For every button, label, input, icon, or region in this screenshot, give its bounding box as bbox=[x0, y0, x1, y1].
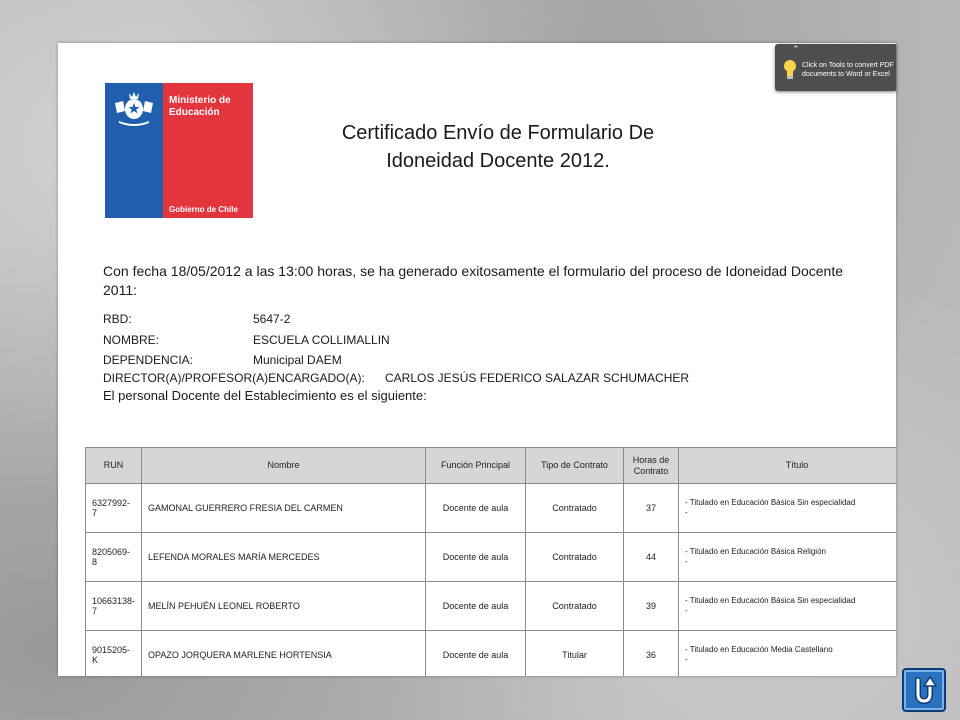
table-row bbox=[86, 533, 897, 582]
nombre-row bbox=[58, 333, 390, 347]
director-row bbox=[58, 371, 689, 385]
staff-heading: El personal Docente del Establecimiento es el siguiente: bbox=[103, 388, 427, 403]
title-line-2: Idoneidad Docente 2012. bbox=[386, 150, 610, 172]
coat-of-arms-icon bbox=[111, 89, 157, 127]
notification-line-2: documents to Word or Excel bbox=[802, 71, 890, 78]
cell-run: 9015205-K bbox=[86, 631, 142, 677]
director-label: DIRECTOR(A)/PROFESOR(A)ENCARGADO(A): bbox=[103, 371, 365, 385]
cell-tipo-contrato: Contratado bbox=[526, 582, 624, 631]
col-header-horas: Horas de Contrato bbox=[624, 448, 679, 484]
notification-line-1: Click on Tools to convert PDF bbox=[802, 62, 894, 69]
table-row bbox=[86, 582, 897, 631]
cell-titulo: - Titulado en Educación Básica Sin especialidad - bbox=[679, 582, 897, 631]
pdf-convert-notification[interactable] bbox=[775, 44, 896, 91]
lightbulb-icon bbox=[783, 59, 797, 81]
ministry-name: Ministerio de Educación bbox=[169, 95, 231, 118]
nombre-value: ESCUELA COLLIMALLIN bbox=[253, 333, 390, 347]
cell-funcion: Docente de aula bbox=[426, 533, 526, 582]
document-title bbox=[298, 119, 698, 175]
cell-horas: 39 bbox=[624, 582, 679, 631]
rbd-value: 5647-2 bbox=[253, 312, 291, 326]
ministry-logo bbox=[105, 83, 253, 218]
cell-horas: 37 bbox=[624, 484, 679, 533]
rbd-label: RBD: bbox=[103, 312, 132, 326]
cell-horas: 36 bbox=[624, 631, 679, 677]
cell-titulo: - Titulado en Educación Media Castellano - bbox=[679, 631, 897, 677]
cell-run: 6327992-7 bbox=[86, 484, 142, 533]
cell-titulo: - Titulado en Educación Básica Religión - bbox=[679, 533, 897, 582]
return-arrow-icon bbox=[908, 674, 940, 706]
col-header-run: RUN bbox=[86, 448, 142, 484]
dependencia-row bbox=[58, 353, 342, 367]
staff-table bbox=[85, 447, 896, 676]
director-value: CARLOS JESÚS FEDERICO SALAZAR SCHUMACHER bbox=[385, 371, 690, 385]
logo-red-panel bbox=[163, 83, 253, 218]
document-page bbox=[58, 43, 896, 676]
cell-nombre: MELÍN PEHUÉN LEONEL ROBERTO bbox=[142, 582, 426, 631]
cell-funcion: Docente de aula bbox=[426, 484, 526, 533]
cell-tipo-contrato: Contratado bbox=[526, 533, 624, 582]
col-header-nombre: Nombre bbox=[142, 448, 426, 484]
cell-funcion: Docente de aula bbox=[426, 582, 526, 631]
col-header-tipo-contrato: Tipo de Contrato bbox=[526, 448, 624, 484]
notification-message bbox=[802, 61, 896, 79]
logo-blue-panel bbox=[105, 83, 163, 218]
cell-funcion: Docente de aula bbox=[426, 631, 526, 677]
cell-nombre: GAMONAL GUERRERO FRESIA DEL CARMEN bbox=[142, 484, 426, 533]
table-row bbox=[86, 484, 897, 533]
return-button[interactable] bbox=[902, 668, 946, 712]
cell-titulo: - Titulado en Educación Básica Sin especialidad - bbox=[679, 484, 897, 533]
chevron-up-icon[interactable]: ⌃ bbox=[792, 44, 800, 54]
cell-tipo-contrato: Contratado bbox=[526, 484, 624, 533]
cell-tipo-contrato: Titular bbox=[526, 631, 624, 677]
col-header-funcion: Función Principal bbox=[426, 448, 526, 484]
nombre-label: NOMBRE: bbox=[103, 333, 160, 347]
dependencia-value: Municipal DAEM bbox=[253, 353, 342, 367]
cell-run: 10663138-7 bbox=[86, 582, 142, 631]
cell-run: 8205069-8 bbox=[86, 533, 142, 582]
government-name: Gobierno de Chile bbox=[169, 205, 238, 214]
title-line-1: Certificado Envío de Formulario De bbox=[341, 122, 655, 144]
cell-horas: 44 bbox=[624, 533, 679, 582]
table-row bbox=[86, 631, 897, 677]
table-header-row bbox=[86, 448, 897, 484]
col-header-titulo: Título bbox=[679, 448, 897, 484]
dependencia-label: DEPENDENCIA: bbox=[103, 353, 194, 367]
rbd-row bbox=[58, 312, 290, 326]
cell-nombre: LEFENDA MORALES MARÍA MERCEDES bbox=[142, 533, 426, 582]
intro-paragraph: Con fecha 18/05/2012 a las 13:00 horas, se ha generado exitosamente el formulario del proceso de Idoneidad Docente 2011: bbox=[103, 263, 843, 298]
cell-nombre: OPAZO JORQUERA MARLENE HORTENSIA bbox=[142, 631, 426, 677]
